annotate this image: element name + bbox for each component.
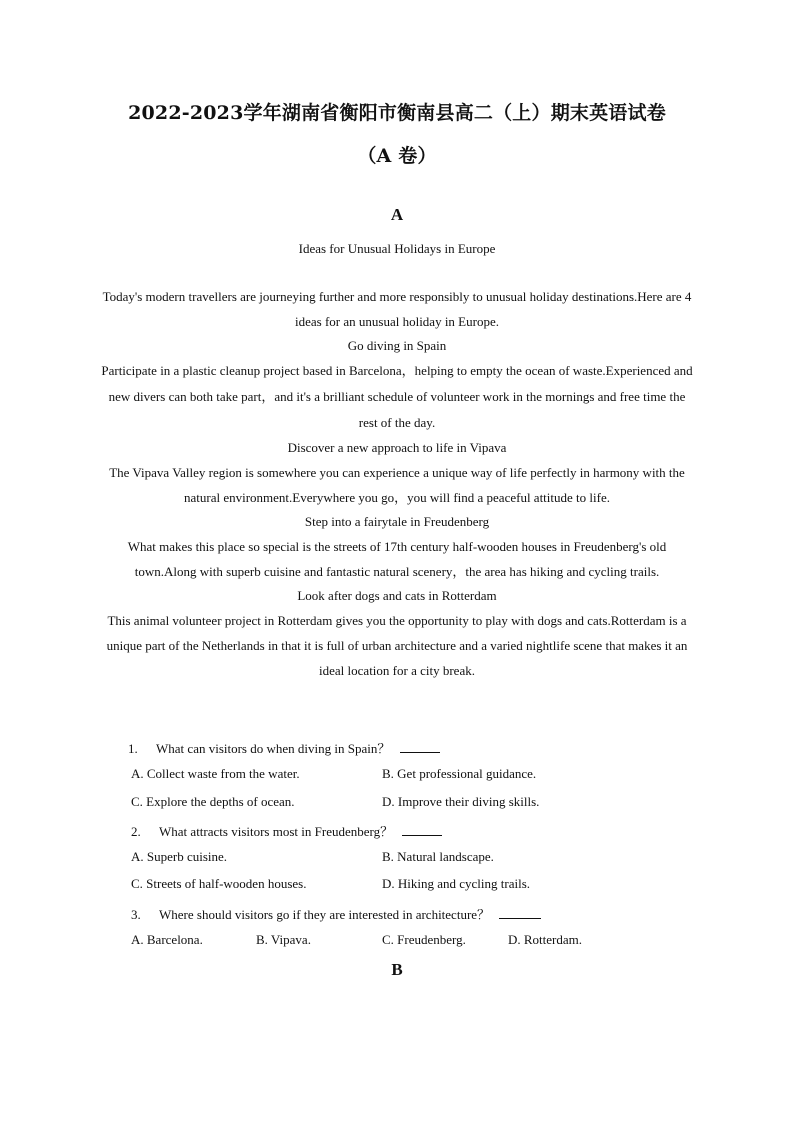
answer-blank[interactable] bbox=[402, 823, 442, 836]
question-stem: What attracts visitors most in Freudenberg？ bbox=[159, 824, 394, 839]
option-3a[interactable]: A. Barcelona. bbox=[131, 932, 203, 947]
passage-title: Ideas for Unusual Holidays in Europe bbox=[298, 241, 496, 256]
item-heading: Go diving in Spain bbox=[347, 338, 447, 353]
option-2a[interactable]: A. Superb cuisine. bbox=[131, 849, 228, 864]
item-heading: Step into a fairytale in Freudenberg bbox=[304, 514, 490, 529]
item-text: What makes this place so special is the streets of 17th century half-wooden houses in Freudenberg's old town.Along with superb cuisine and fantastic natural scenery，the area has hiking and cycling trails. bbox=[127, 539, 667, 579]
section-a-label: A bbox=[390, 205, 404, 224]
item-text: The Vipava Valley region is somewhere you can experience a unique way of life perfectly in harmony with the natural environment.Everywhere you go，you will find a peaceful attitude to life. bbox=[109, 465, 685, 505]
exam-title: 2022-2023学年湖南省衡阳市衡南县高二（上）期末英语试卷 bbox=[128, 102, 666, 124]
question-stem: Where should visitors go if they are interested in architecture？ bbox=[159, 907, 491, 922]
question-number: 1. bbox=[128, 741, 138, 756]
option-3c[interactable]: C. Freudenberg. bbox=[382, 932, 466, 947]
option-1b[interactable]: B. Get professional guidance. bbox=[382, 766, 537, 781]
answer-blank[interactable] bbox=[499, 906, 541, 919]
option-2c[interactable]: C. Streets of half-wooden houses. bbox=[131, 876, 307, 891]
question-stem: What can visitors do when diving in Spain？ bbox=[156, 741, 391, 756]
question-number: 2. bbox=[131, 824, 141, 839]
option-3b[interactable]: B. Vipava. bbox=[256, 932, 311, 947]
answer-blank[interactable] bbox=[400, 740, 440, 753]
section-b-label: B bbox=[391, 960, 403, 979]
question-2 bbox=[131, 821, 442, 840]
item-text: This animal volunteer project in Rotterdam gives you the opportunity to play with dogs and cats.Rotterdam is a unique part of the Netherlands in that it is full of urban architecture and a varied nightlife scene that makes it an ideal location for a city break. bbox=[106, 613, 688, 678]
option-2b[interactable]: B. Natural landscape. bbox=[382, 849, 494, 864]
question-1 bbox=[128, 738, 440, 757]
passage-intro: Today's modern travellers are journeying further and more responsibly to unusual holiday destinations.Here are 4 ideas for an unusual holiday in Europe. bbox=[102, 289, 692, 329]
option-3d[interactable]: D. Rotterdam. bbox=[508, 932, 583, 947]
option-2d[interactable]: D. Hiking and cycling trails. bbox=[382, 876, 531, 891]
item-text: Participate in a plastic cleanup project based in Barcelona，helping to empty the ocean of waste.Experienced and new divers can both take part，and it's a brilliant schedule of volunteer work in the mornings and free time the rest of the day. bbox=[101, 363, 693, 430]
item-heading: Discover a new approach to life in Vipava bbox=[287, 440, 507, 455]
option-1d[interactable]: D. Improve their diving skills. bbox=[382, 794, 540, 809]
option-1a[interactable]: A. Collect waste from the water. bbox=[131, 766, 300, 781]
question-3 bbox=[131, 904, 541, 923]
option-1c[interactable]: C. Explore the depths of ocean. bbox=[131, 794, 295, 809]
item-heading: Look after dogs and cats in Rotterdam bbox=[297, 588, 497, 603]
reading-passage bbox=[100, 236, 694, 683]
exam-subtitle: （A 卷） bbox=[357, 145, 437, 167]
question-number: 3. bbox=[131, 907, 141, 922]
